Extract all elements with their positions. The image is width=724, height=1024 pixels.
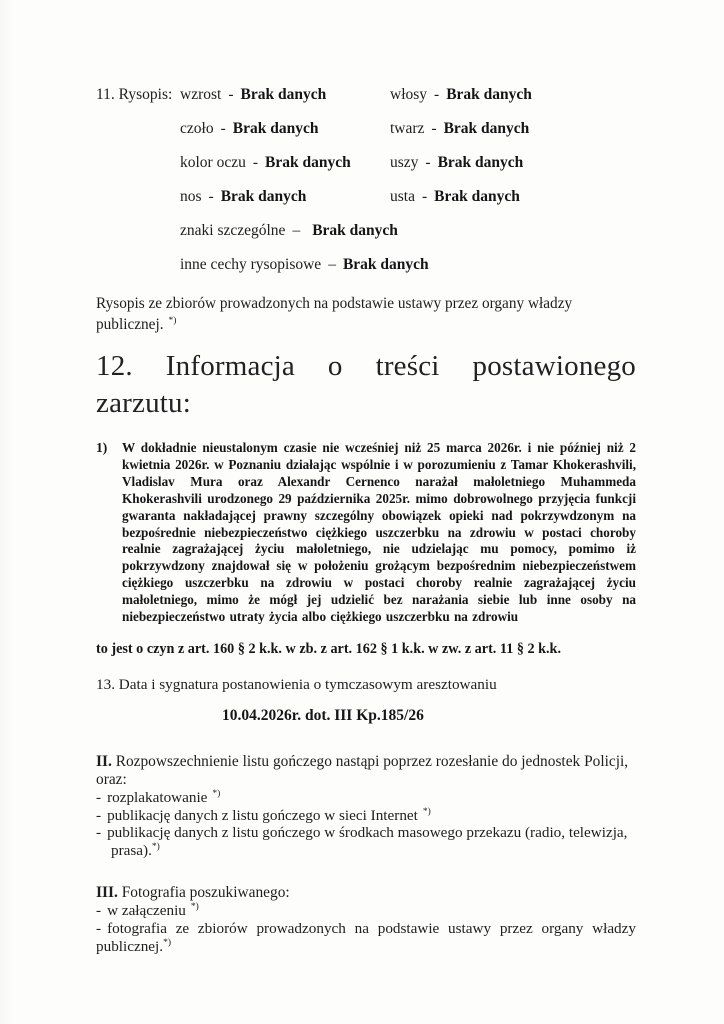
- field-separator: –: [328, 256, 336, 273]
- list-item: [96, 902, 636, 920]
- field-separator: -: [228, 86, 234, 103]
- rysopis-source-note: [96, 293, 636, 335]
- rysopis-field-uszy: [390, 154, 636, 172]
- field-value: Brak danych: [437, 154, 524, 171]
- field-separator: -: [208, 188, 214, 205]
- field-label: inne cechy rysopisowe: [180, 256, 322, 273]
- item-text: fotografia ze zbiorów prowadzonych na podstawie ustawy przez organy władzy publicznej.: [96, 919, 636, 955]
- source-note-text: Rysopis ze zbiorów prowadzonych na podstawie ustawy przez organy władzy publicznej.: [96, 295, 573, 333]
- field-label: włosy: [390, 86, 428, 103]
- field-separator: -: [421, 188, 428, 205]
- section-ii-number: II.: [96, 752, 112, 770]
- section-rysopis: [96, 86, 636, 335]
- field-separator: -: [431, 120, 437, 137]
- footnote-marker: *): [168, 315, 177, 326]
- item-dash: -: [96, 806, 102, 824]
- section-iii-heading-text: Fotografia poszukiwanego:: [121, 884, 290, 902]
- field-value: Brak danych: [220, 188, 307, 205]
- item-text: w załączeniu: [107, 902, 186, 920]
- rysopis-row: [96, 188, 636, 222]
- section-12-heading: 12. Informacja o treści postawionego zarzutu:: [96, 350, 636, 419]
- item-dash: -: [96, 824, 102, 842]
- section-13: [96, 676, 636, 725]
- section-ii-heading-text: Rozpowszechnienie listu gończego nastąpi poprzez rozesłanie do jednostek Policji, oraz:: [96, 752, 629, 788]
- list-item: [96, 789, 636, 807]
- list-item: [96, 920, 636, 956]
- section-13-label: 13. Data i sygnatura postanowienia o tymczasowym aresztowaniu: [96, 675, 497, 693]
- field-label: twarz: [390, 120, 425, 137]
- field-separator: -: [425, 154, 431, 171]
- rysopis-field-usta: [390, 188, 636, 206]
- charge-item-number: 1): [96, 440, 108, 455]
- field-separator: -: [252, 154, 259, 171]
- field-separator: -: [434, 86, 440, 103]
- section-12: [96, 348, 636, 658]
- rysopis-row: [96, 256, 636, 290]
- field-value: Brak danych: [312, 222, 398, 239]
- field-value: Brak danych: [240, 86, 327, 103]
- field-value: Brak danych: [232, 120, 319, 137]
- field-value: Brak danych: [443, 120, 530, 137]
- field-separator: -: [220, 120, 226, 137]
- item-dash: -: [96, 919, 102, 937]
- rysopis-row: [96, 222, 636, 256]
- field-separator: –: [292, 222, 301, 239]
- item-text: rozplakatowanie: [107, 788, 208, 806]
- charge-paragraph: W dokładnie nieustalonym czasie nie wcześniej niż 25 marca 2026r. i nie później niż 2 kwietnia 2026r. w Poznaniu działając wspólnie i w porozumieniu z Tamar Khokerashvili, Vladislav Mura oraz Alexandr Cernenco narażał małoletniego Muhammeda Khokerashvili urodzonego 29 października 2025r. mimo dobrowolnego przyjęcia funkcji gwaranta nakładającej prawny szczególny obowiązek opieki nad pokrzywdzonym na bezpośrednie niebezpieczeństwo ciężkiego uszczerbku na zdrowiu w postaci choroby realnie zagrażającej życiu małoletniego, nie udzielając mu pomocy, pomimo iż pokrzywdzony znajdował się w położeniu grożącym bezpośrednim niebezpieczeństwem ciężkiego uszczerbku na zdrowiu w postaci choroby realnie zagrażającej życiu małoletniego, mimo że mógł jej udzielić bez narażania siebie lub inne osoby na niebezpieczeństwo utraty życia albo ciężkiego uszczerbku na zdrowiu: [122, 440, 636, 625]
- field-value: Brak danych: [265, 154, 351, 171]
- section-ii: [96, 753, 636, 859]
- field-label: usta: [390, 188, 415, 205]
- charge-item: [96, 440, 636, 626]
- rysopis-field-twarz: [390, 120, 636, 138]
- field-label: nos: [180, 188, 202, 205]
- legal-basis-line: to jest o czyn z art. 160 § 2 k.k. w zb. z art. 162 § 1 k.k. w zw. z art. 11 § 2 k.k.: [96, 640, 561, 657]
- rysopis-field-kolor-oczu: [180, 154, 390, 172]
- field-value: Brak danych: [342, 256, 429, 273]
- item-dash: -: [96, 788, 102, 806]
- section-iii-number: III.: [96, 884, 118, 902]
- field-value: Brak danych: [434, 188, 520, 205]
- item-text: publikację danych z listu gończego w środkach masowego przekazu (radio, telewizja, prasa).: [107, 824, 628, 859]
- list-item: [96, 807, 636, 825]
- rysopis-field-inne-cechy: [180, 256, 429, 274]
- list-item: [96, 824, 636, 859]
- footnote-marker: *): [422, 806, 431, 817]
- rysopis-row: [96, 120, 636, 154]
- rysopis-field-czolo: [180, 120, 390, 138]
- section-iii-heading: [96, 884, 636, 902]
- rysopis-field-nos: [180, 188, 390, 206]
- item-dash: -: [96, 902, 102, 920]
- field-label: znaki szczególne: [180, 222, 286, 239]
- rysopis-row: [96, 86, 636, 120]
- footnote-marker: *): [190, 902, 199, 913]
- footnote-marker: *): [163, 937, 171, 948]
- rysopis-field-znaki-szczegolne: [180, 222, 398, 240]
- section-iii: [96, 884, 636, 955]
- field-label: kolor oczu: [180, 154, 246, 171]
- item-text: publikację danych z listu gończego w sieci Internet: [107, 806, 418, 824]
- field-value: Brak danych: [446, 86, 532, 103]
- footnote-marker: *): [212, 788, 221, 799]
- rysopis-caption: 11. Rysopis:: [96, 86, 173, 103]
- field-label: wzrost: [180, 86, 222, 103]
- rysopis-row: [96, 154, 636, 188]
- footnote-marker: *): [151, 841, 160, 852]
- field-label: czoło: [180, 120, 214, 137]
- section-ii-heading: [96, 753, 636, 789]
- field-label: uszy: [390, 154, 419, 171]
- detention-order-signature: 10.04.2026r. dot. III Kp.185/26: [222, 706, 424, 724]
- rysopis-field-wzrost: [180, 86, 390, 104]
- rysopis-field-wlosy: [390, 86, 636, 104]
